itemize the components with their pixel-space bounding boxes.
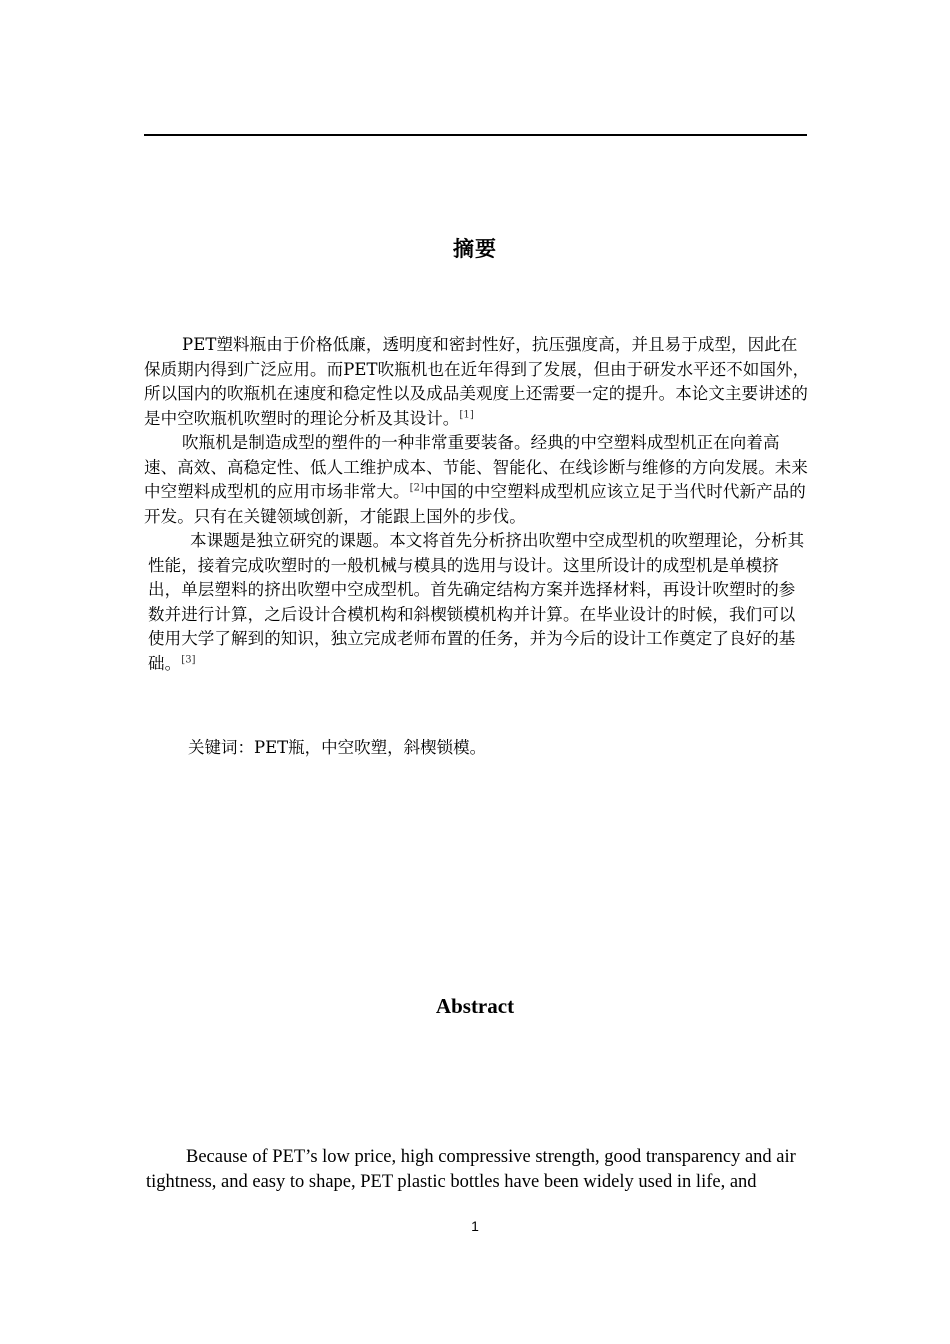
paragraph-text: 本课题是独立研究的课题。本文将首先分析挤出吹塑中空成型机的吹塑理论，分析其性能，接着完成吹塑时的一般机械与模具的选用与设计。这里所设计的成型机是单模挤出，单层塑料的挤出吹塑中空成型机。首先确定结构方案并选择材料，再设计吹塑时的参数并进行计算，之后设计合模机构和斜楔锁模机构并计算。在毕业设计的时候，我们可以使用大学了解到的知识，独立完成老师布置的任务，并为今后的设计工作奠定了良好的基础。 (148, 531, 805, 673)
chinese-paragraph-1 (144, 333, 810, 431)
chinese-paragraph-3 (144, 529, 810, 676)
citation-3: [3] (181, 654, 196, 665)
paragraph-text: 吹瓶机是制造成型的塑件的一种非常重要装备。经典的中空塑料成型机正在向着高速、高效、高稳定性、低人工维护成本、节能、智能化、在线诊断与维修的方向发展。未来中空塑料成型机的应用市场非常大。 (144, 433, 808, 501)
page-number: 1 (471, 1218, 479, 1234)
paragraph-text: PET塑料瓶由于价格低廉，透明度和密封性好，抗压强度高，并且易于成型，因此在保质期内得到广泛应用。而PET吹瓶机也在近年得到了发展，但由于研发水平还不如国外，所以国内的吹瓶机在速度和稳定性以及成品美观度上还需要一定的提升。本论文主要讲述的是中空吹瓶机吹塑时的理论分析及其设计。 (144, 335, 810, 428)
chinese-paragraph-2 (144, 431, 810, 529)
citation-2: [2] (409, 482, 425, 494)
citation-1: [1] (459, 409, 474, 420)
english-abstract-body (146, 1145, 812, 1195)
chinese-abstract-title: 摘要 (453, 237, 497, 261)
paragraph-text: 中国的中空塑料成型机应该立足于当代时代新产品的开发。只有在关键领域创新，才能跟上国外的步伐。 (144, 482, 806, 526)
chinese-abstract-body (144, 333, 810, 676)
english-abstract-title: Abstract (435, 994, 515, 1018)
header-rule (144, 134, 807, 136)
keywords-line: 关键词：PET瓶，中空吹塑，斜楔锁模。 (188, 738, 487, 757)
english-paragraph-1: Because of PET’s low price, high compressive strength, good transparency and air tightness, and easy to shape, PET plastic bottles have been widely used in life, and (146, 1147, 796, 1192)
